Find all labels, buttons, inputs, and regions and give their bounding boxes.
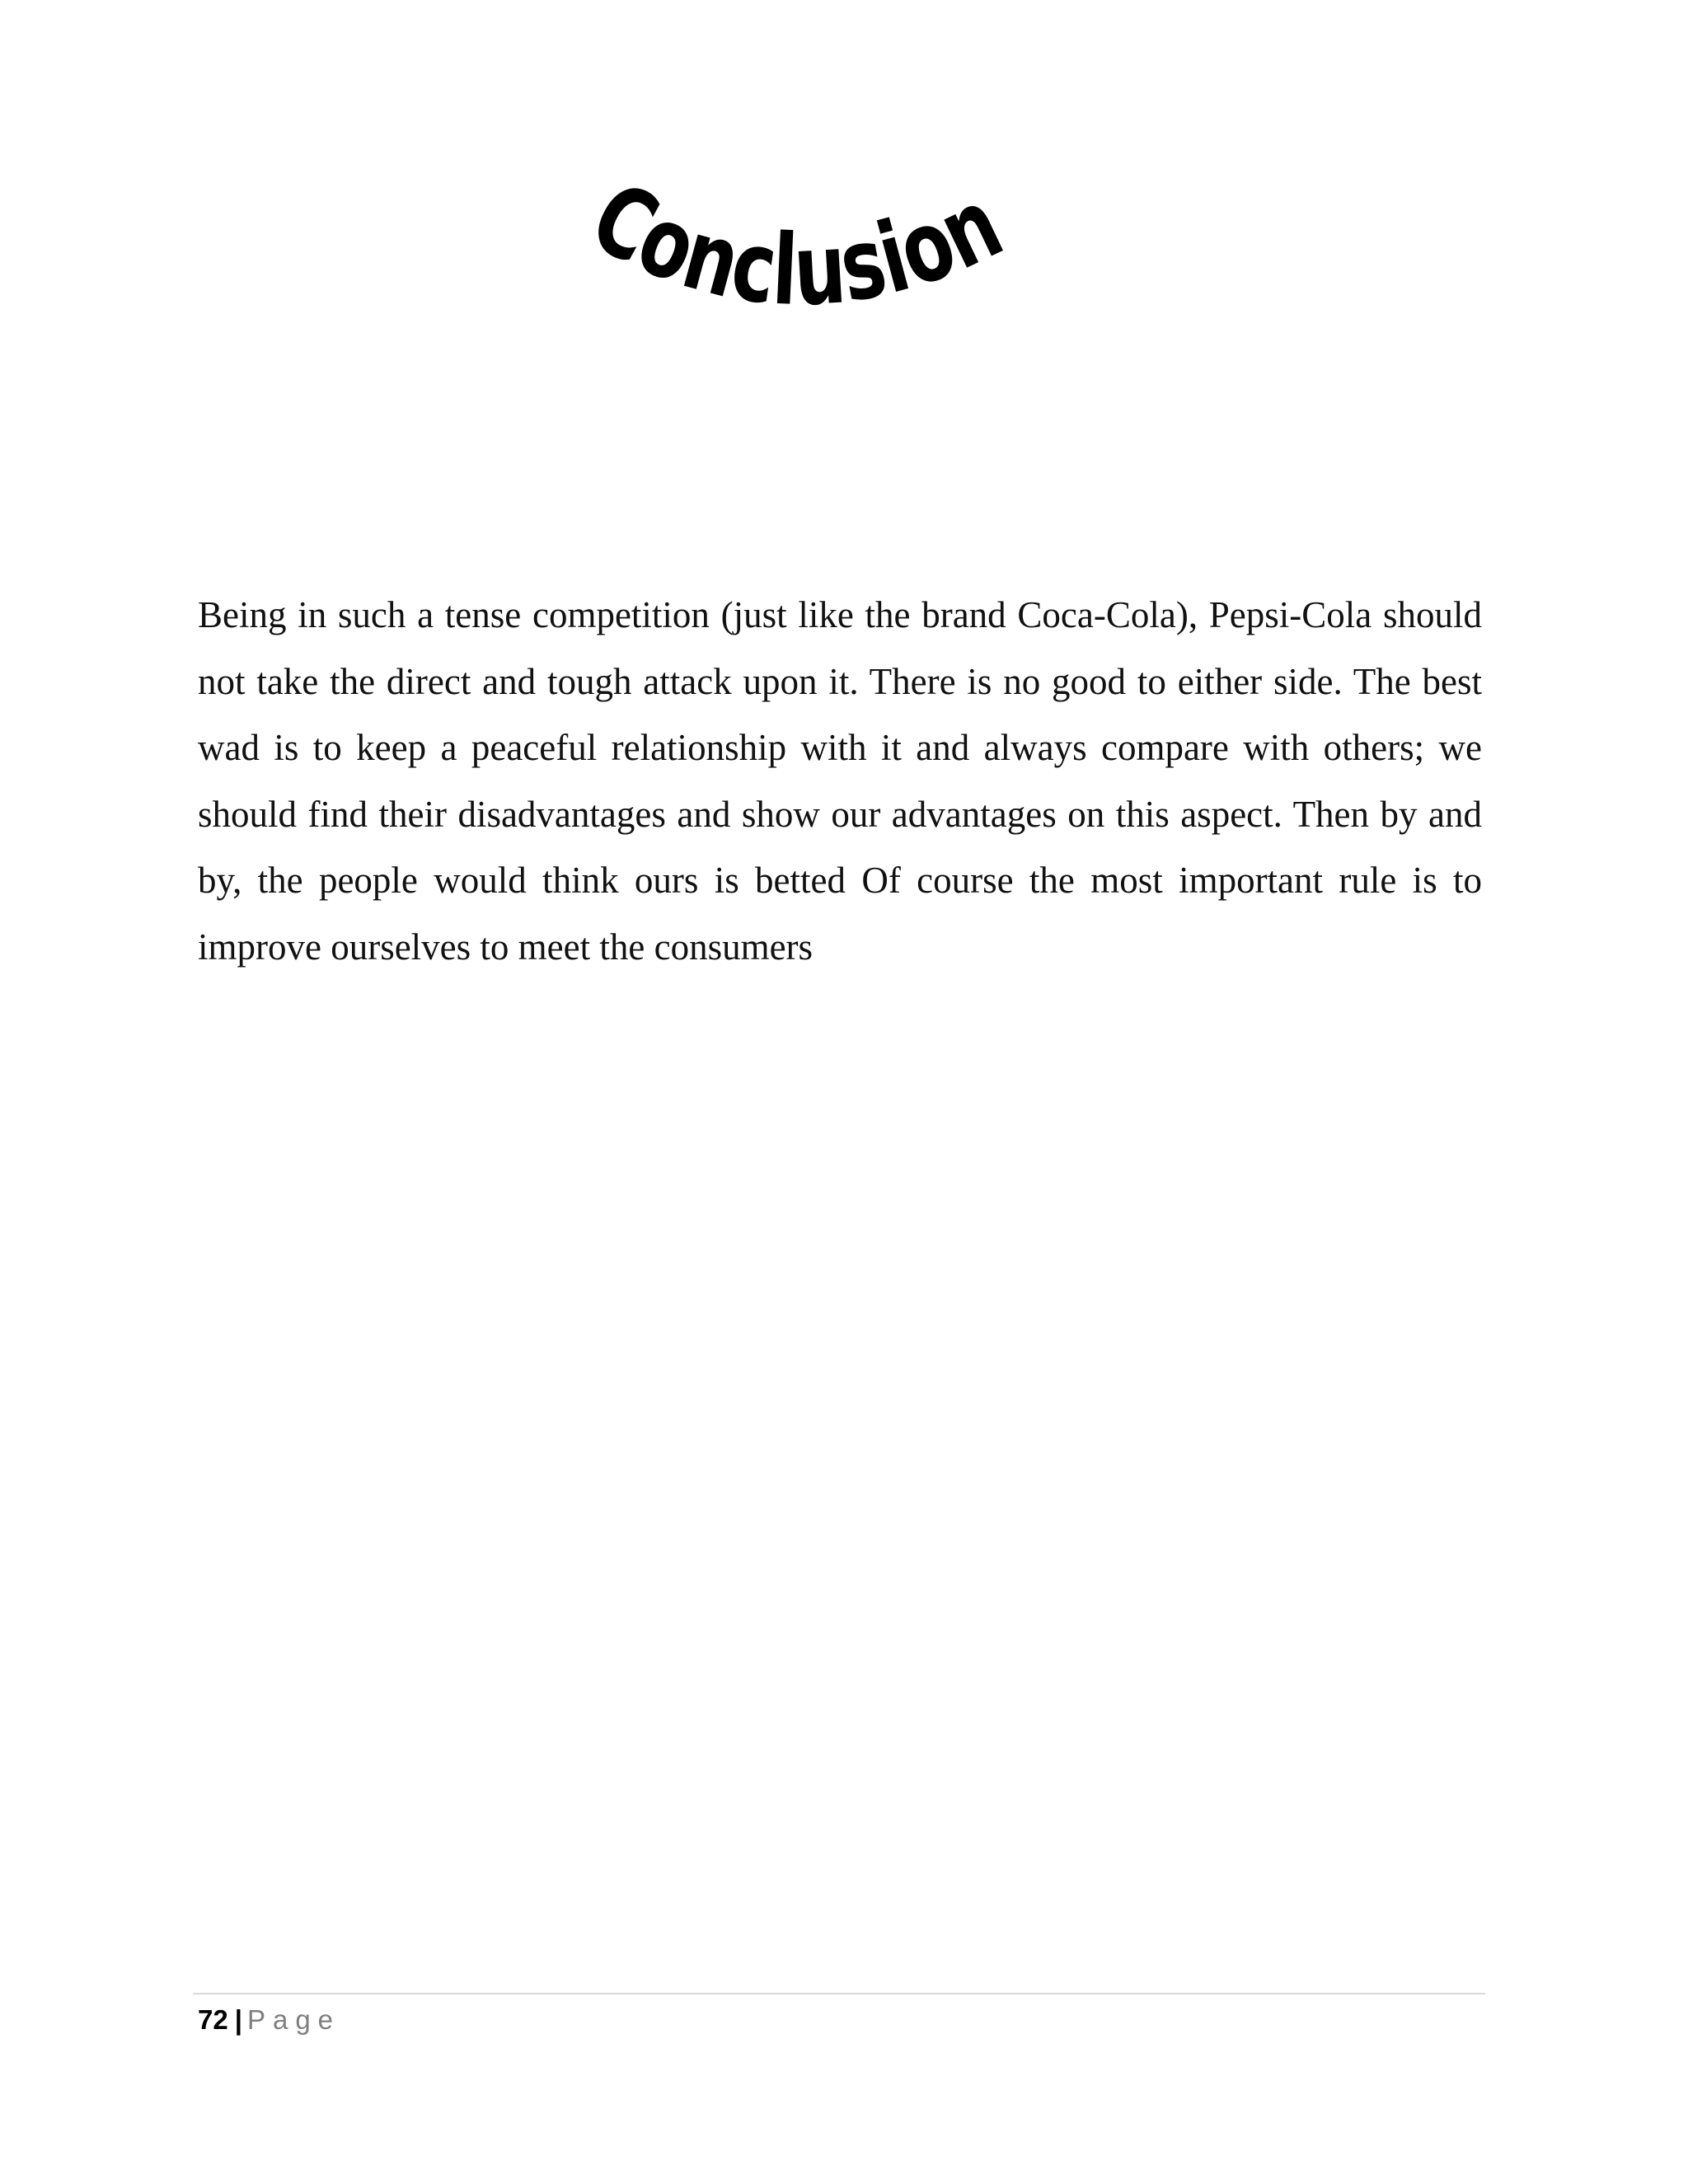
- footer-divider: [193, 1993, 1485, 1994]
- page-number: 72: [198, 2004, 228, 2035]
- page-label: Page: [246, 2004, 341, 2035]
- page-title: [528, 165, 1104, 379]
- body-paragraph: Being in such a tense competition (just like the brand Coca-Cola), Pepsi-Cola should not take the direct and tough attack upon it. There is no good to either side. The best wad is to keep a peaceful relationship with it and always compare with others; we should find their disadvantages and show our advantages on this aspect. Then by and by, the people would think ours is betted Of course the most important rule is to improve ourselves to meet the consumers: [198, 594, 1482, 968]
- title-wordart: [528, 165, 1104, 379]
- page-title-text: Conclusion: [574, 165, 1034, 329]
- footer-separator: |: [234, 2004, 242, 2035]
- page-footer: [198, 1999, 340, 2041]
- title-text-path: [574, 165, 1034, 329]
